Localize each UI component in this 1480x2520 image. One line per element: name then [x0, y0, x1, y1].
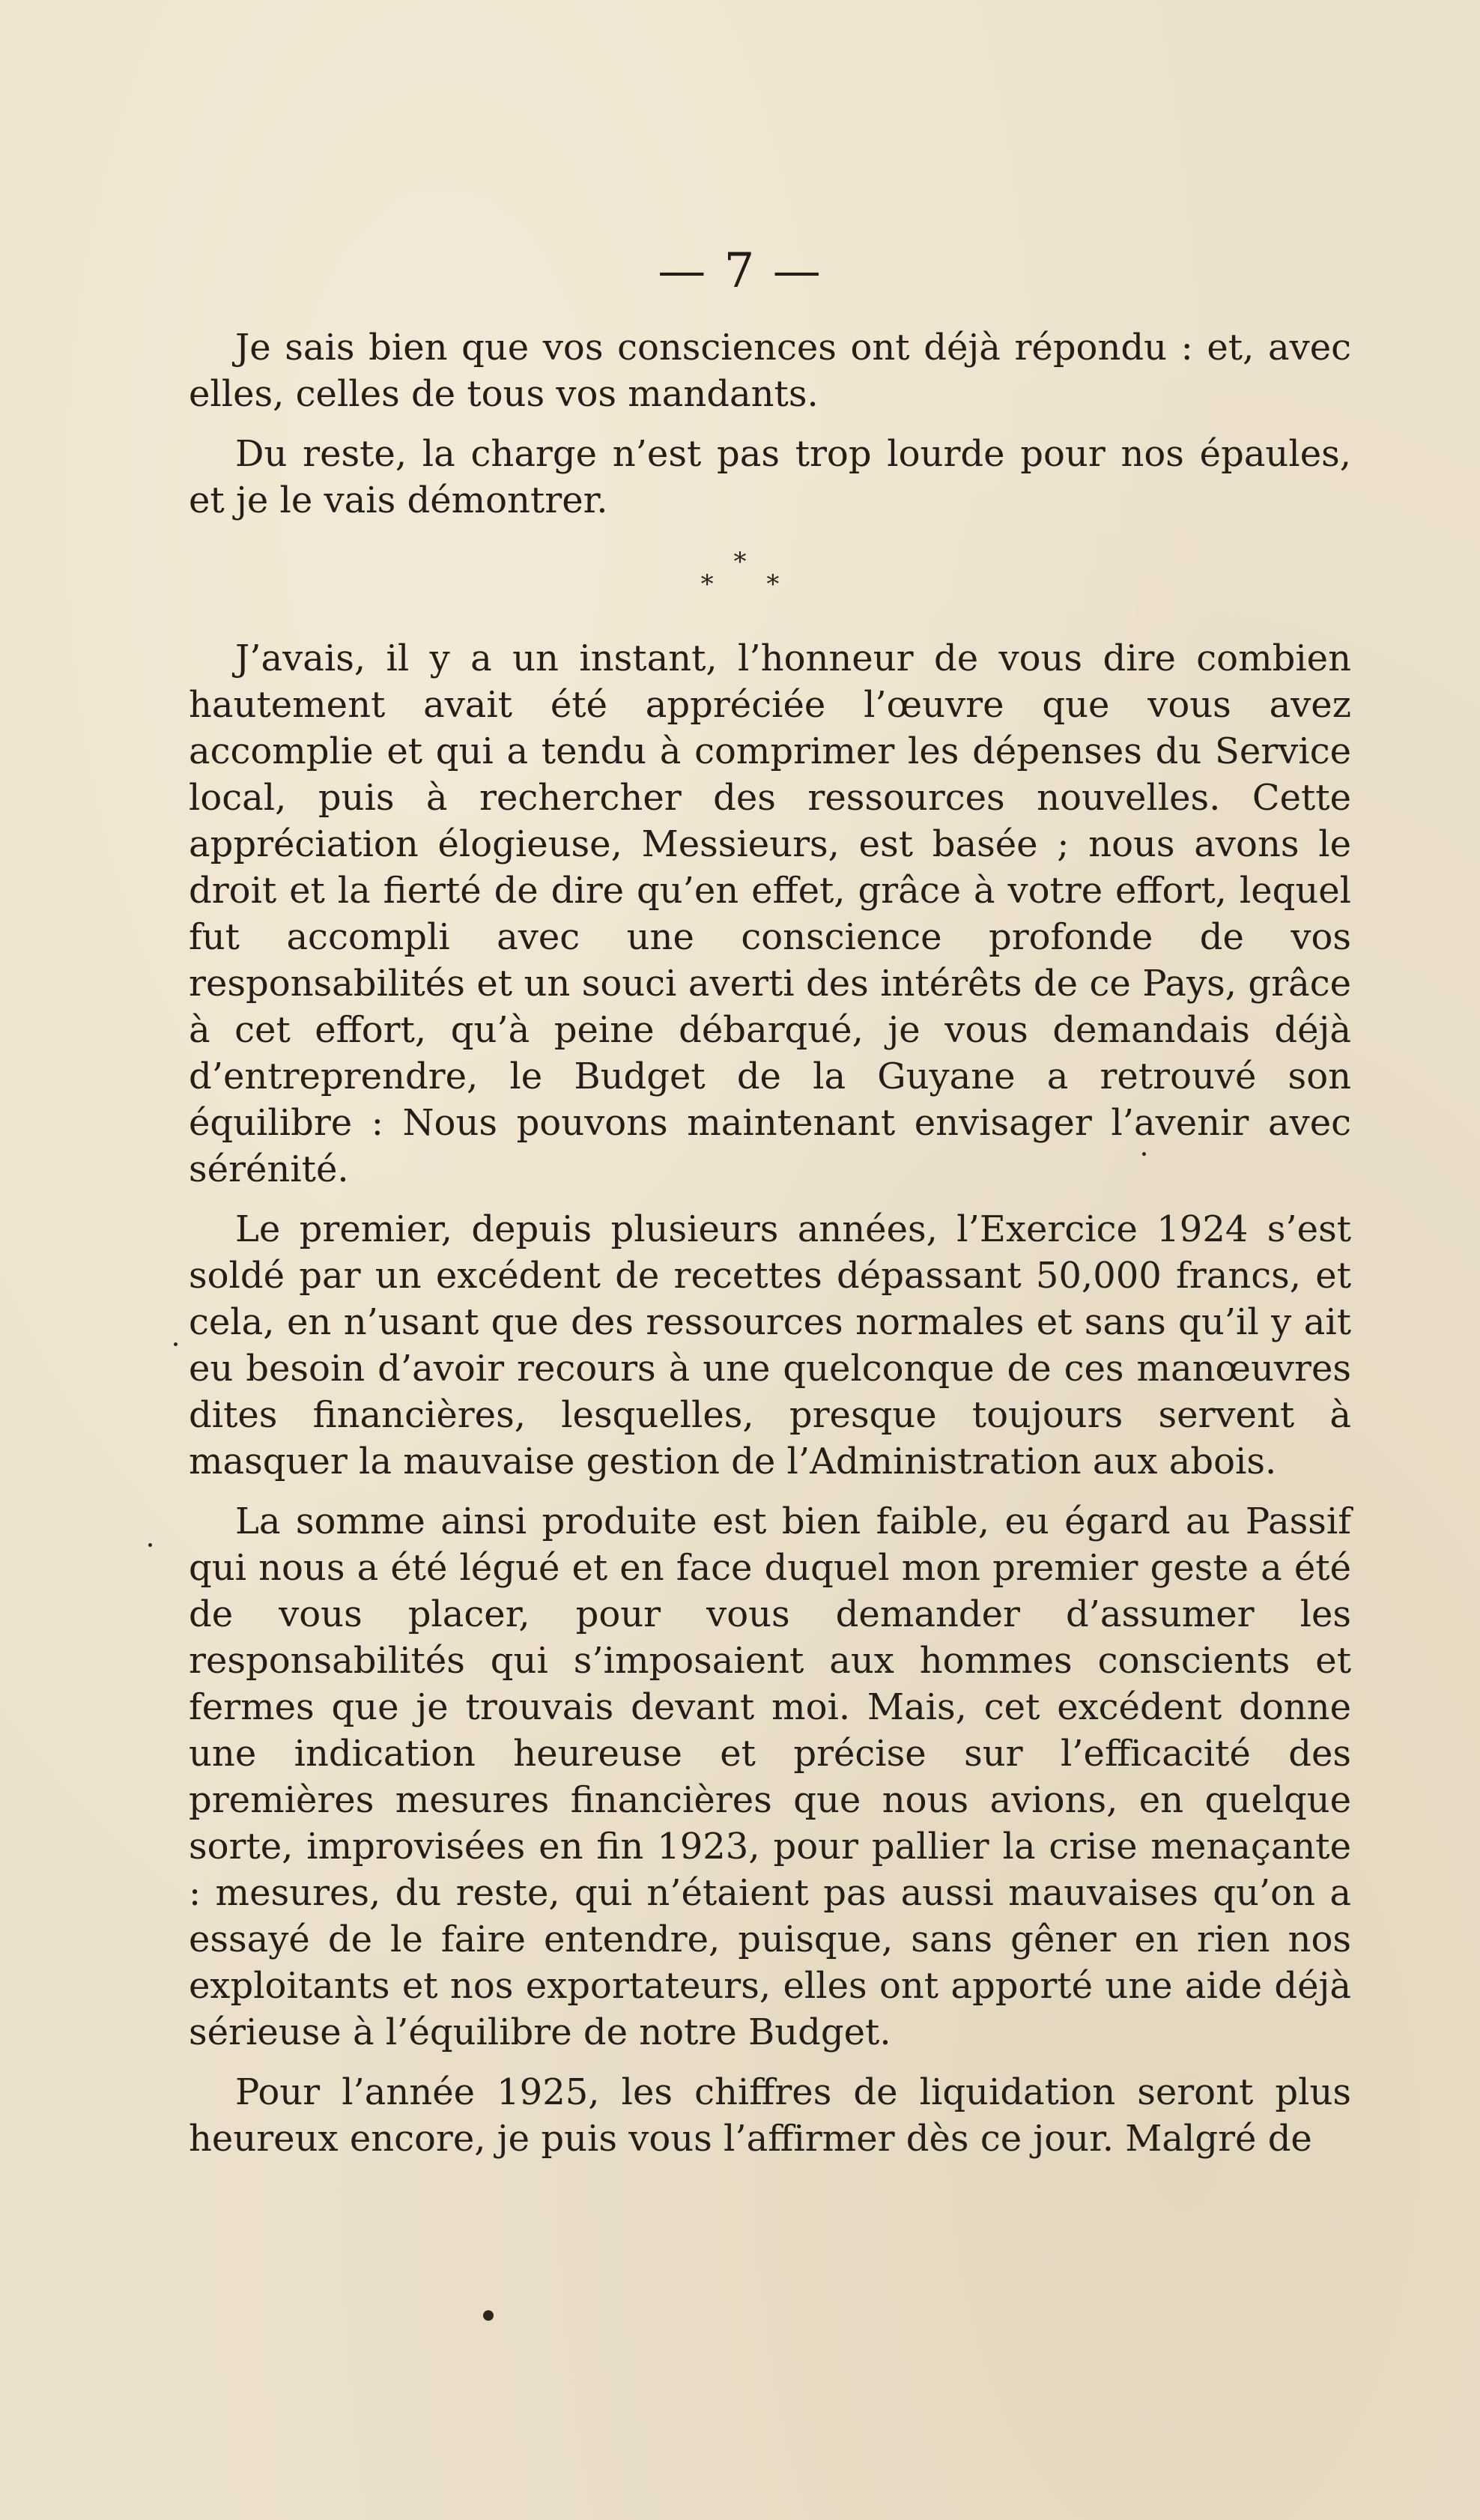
page-number: — 7 — — [658, 243, 822, 299]
paragraph-4: Le premier, depuis plusieurs années, l’Exercice 1924 s’est soldé par un excédent de recettes dépassant 50,000 francs, et cela, en n’usant que des ressources normales et sans qu’il y ait eu besoin d’avoir recours à une quelconque de ces manœuvres dites financières, lesquelles, presque toujours servent à masquer la mauvaise gestion de l’Administration aux abois. — [189, 1208, 1351, 1482]
ink-speck-small — [148, 1543, 152, 1547]
paragraph-6: Pour l’année 1925, les chiffres de liquidation seront plus heureux encore, je puis vous l’affirmer dès ce jour. Malgré de — [189, 2071, 1351, 2160]
asterism-top-star: * — [733, 547, 747, 577]
ink-speck-small — [174, 1342, 178, 1346]
paragraph-1: Je sais bien que vos consciences ont déjà répondu : et, avec elles, celles de tous vos mandants. — [189, 327, 1351, 415]
ink-speck — [483, 2310, 494, 2321]
ink-speck-small — [1142, 1152, 1146, 1156]
paragraph-2: Du reste, la charge n’est pas trop lourde pour nos épaules, et je le vais démontrer. — [189, 433, 1351, 521]
main-text-block — [189, 635, 1351, 2162]
opening-text-block — [189, 324, 1351, 524]
asterism-bottom-stars: * * — [700, 569, 802, 599]
section-break-asterism — [0, 547, 1480, 599]
paragraph-5: La somme ainsi produite est bien faible, eu égard au Passif qui nous a été légué et en face duquel mon premier geste a été de vous placer, pour vous demander d’assumer les responsabilités qui s’imposaient aux hommes conscients et fermes que je trouvais devant moi. Mais, cet excédent donne une indication heureuse et précise sur l’efficacité des premières mesures financières que nous avions, en quelque sorte, improvisées en fin 1923, pour pallier la crise menaçante : mesures, du reste, qui n’étaient pas aussi mauvaises qu’on a essayé de le faire entendre, puisque, sans gêner en rien nos exploitants et nos exportateurs, elles ont apporté une aide déjà sérieuse à l’équilibre de notre Budget. — [189, 1500, 1351, 2053]
paragraph-3: J’avais, il y a un instant, l’honneur de vous dire combien hautement avait été appréciée l’œuvre que vous avez accomplie et qui a tendu à comprimer les dépenses du Service local, puis à rechercher des ressources nouvelles. Cette appréciation élogieuse, Messieurs, est basée ; nous avons le droit et la fierté de dire qu’en effet, grâce à votre effort, lequel fut accompli avec une conscience profonde de vos responsabilités et un souci averti des intérêts de ce Pays, grâce à cet effort, qu’à peine débarqué, je vous demandais déjà d’entreprendre, le Budget de la Guyane a retrouvé son équilibre : Nous pouvons maintenant envisager l’avenir avec sérénité. — [189, 637, 1351, 1190]
